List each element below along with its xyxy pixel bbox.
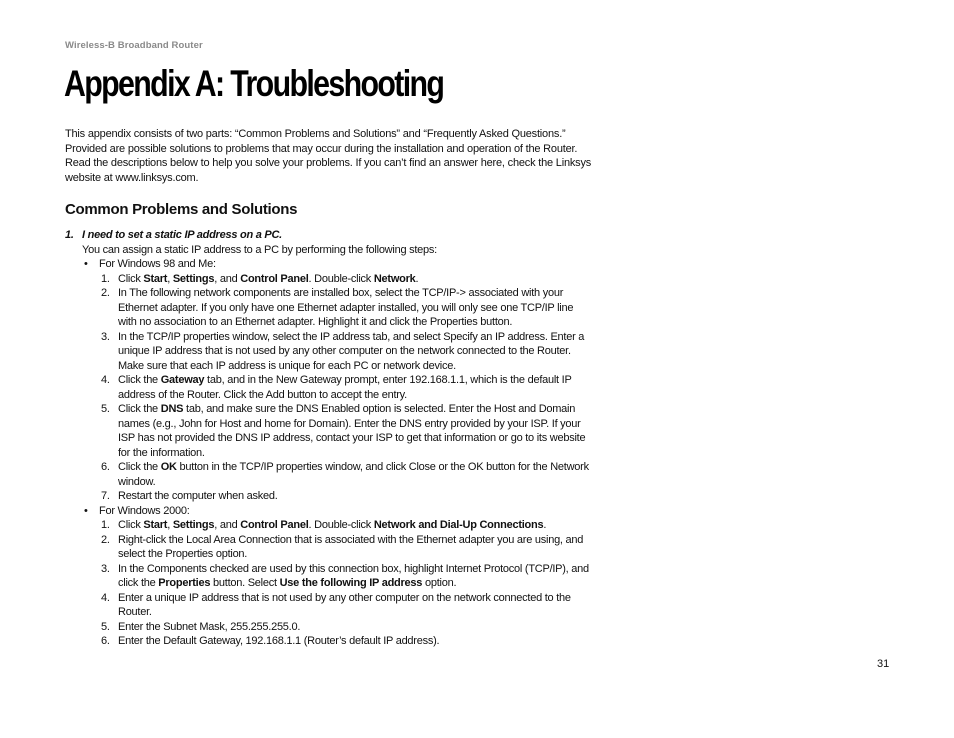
section-heading: Common Problems and Solutions xyxy=(65,201,298,218)
bullet-marker: • xyxy=(84,504,88,517)
win98-step-6: 6. Click the OK button in the TCP/IP properties window, and click Close or the OK button for the Network xyxy=(101,461,589,473)
win98-step-4: 4. Click the Gateway tab, and in the New Gateway prompt, enter 192.168.1.1, which is the default IP xyxy=(101,374,572,386)
win98-step-3-cont: unique IP address that is not used by any other computer on the network connected to the Router. xyxy=(118,345,571,357)
win2000-step-6: 6. Enter the Default Gateway, 192.168.1.1 (Router’s default IP address). xyxy=(101,635,440,647)
page-number: 31 xyxy=(877,658,890,670)
problem-question-text: I need to set a static IP address on a PC. xyxy=(82,229,282,241)
win2000-step-4: 4. Enter a unique IP address that is not used by any other computer on the network connected to the xyxy=(101,591,571,604)
win98-step-5: 5. Click the DNS tab, and make sure the DNS Enabled option is selected. Enter the Host and Domain xyxy=(101,403,576,415)
bullet-marker: • xyxy=(84,258,88,270)
win98-step-3-cont: Make sure that each IP address is unique for each PC or network device. xyxy=(118,359,456,372)
win98-step-6-cont: window. xyxy=(118,475,156,488)
intro-line: Read the descriptions below to help you solve your problems. If you can’t find an answer here, check the Linksys xyxy=(65,157,592,169)
intro-paragraph xyxy=(65,127,625,185)
win2000-step-4-cont: Router. xyxy=(118,606,152,618)
win2000-step-5: 5. Enter the Subnet Mask, 255.255.255.0. xyxy=(101,620,301,633)
win2000-step-1: 1. Click Start, Settings, and Control Panel. Double-click Network and Dial-Up Connections. xyxy=(101,519,547,531)
problem-1 xyxy=(65,228,625,649)
win98-step-1: 1. Click Start, Settings, and Control Panel. Double-click Network. xyxy=(101,272,419,285)
problem-intro: You can assign a static IP address to a PC by performing the following steps: xyxy=(82,243,437,256)
problem-number: 1. xyxy=(65,229,74,241)
win2000-step-3-cont: click the Properties button. Select Use the following IP address option. xyxy=(118,577,457,589)
win98-step-5-cont: for the information. xyxy=(118,446,205,459)
page-title: Appendix A: Troubleshooting xyxy=(64,63,444,104)
intro-line: This appendix consists of two parts: “Common Problems and Solutions” and “Frequently Asked Questions.” xyxy=(65,128,566,140)
win2000-step-2-cont: select the Properties option. xyxy=(118,548,248,560)
bullet-label: For Windows 2000: xyxy=(99,504,190,517)
running-header: Wireless-B Broadband Router xyxy=(65,40,203,51)
win98-step-2: 2. In The following network components are installed box, select the TCP/IP-> associated with your xyxy=(101,287,564,299)
win98-step-3: 3. In the TCP/IP properties window, select the IP address tab, and select Specify an IP address. Enter a xyxy=(101,330,585,343)
bullet-windows-98 xyxy=(65,257,625,272)
win98-step-4-cont: address of the Router. Click the Add button to accept the entry. xyxy=(118,388,407,401)
win98-step-2-cont: with no association to an Ethernet adapter. Highlight it and click the Properties button. xyxy=(118,316,513,328)
win98-step-5-cont: ISP has not provided the DNS IP address, contact your ISP to get that information or go to its website xyxy=(118,432,586,444)
win2000-step-2: 2. Right-click the Local Area Connection that is associated with the Ethernet adapter you are using, and xyxy=(101,533,584,546)
win2000-step-3: 3. In the Components checked are used by this connection box, highlight Internet Protocol (TCP/IP), and xyxy=(101,562,589,575)
win98-step-2-cont: Ethernet adapter. If you only have one Ethernet adapter installed, you will only see one TCP/IP line xyxy=(118,301,574,314)
intro-line: Provided are possible solutions to problems that may occur during the installation and operation of the Router. xyxy=(65,142,578,155)
win98-step-5-cont: names (e.g., John for Host and home for Domain). Enter the DNS entry provided by your ISP. If your xyxy=(118,417,581,430)
bullet-label: For Windows 98 and Me: xyxy=(99,258,216,270)
intro-line: website at www.linksys.com. xyxy=(65,171,199,184)
win98-step-7: 7. Restart the computer when asked. xyxy=(101,490,278,502)
problem-question xyxy=(65,228,625,243)
bullet-windows-2000 xyxy=(65,504,625,519)
